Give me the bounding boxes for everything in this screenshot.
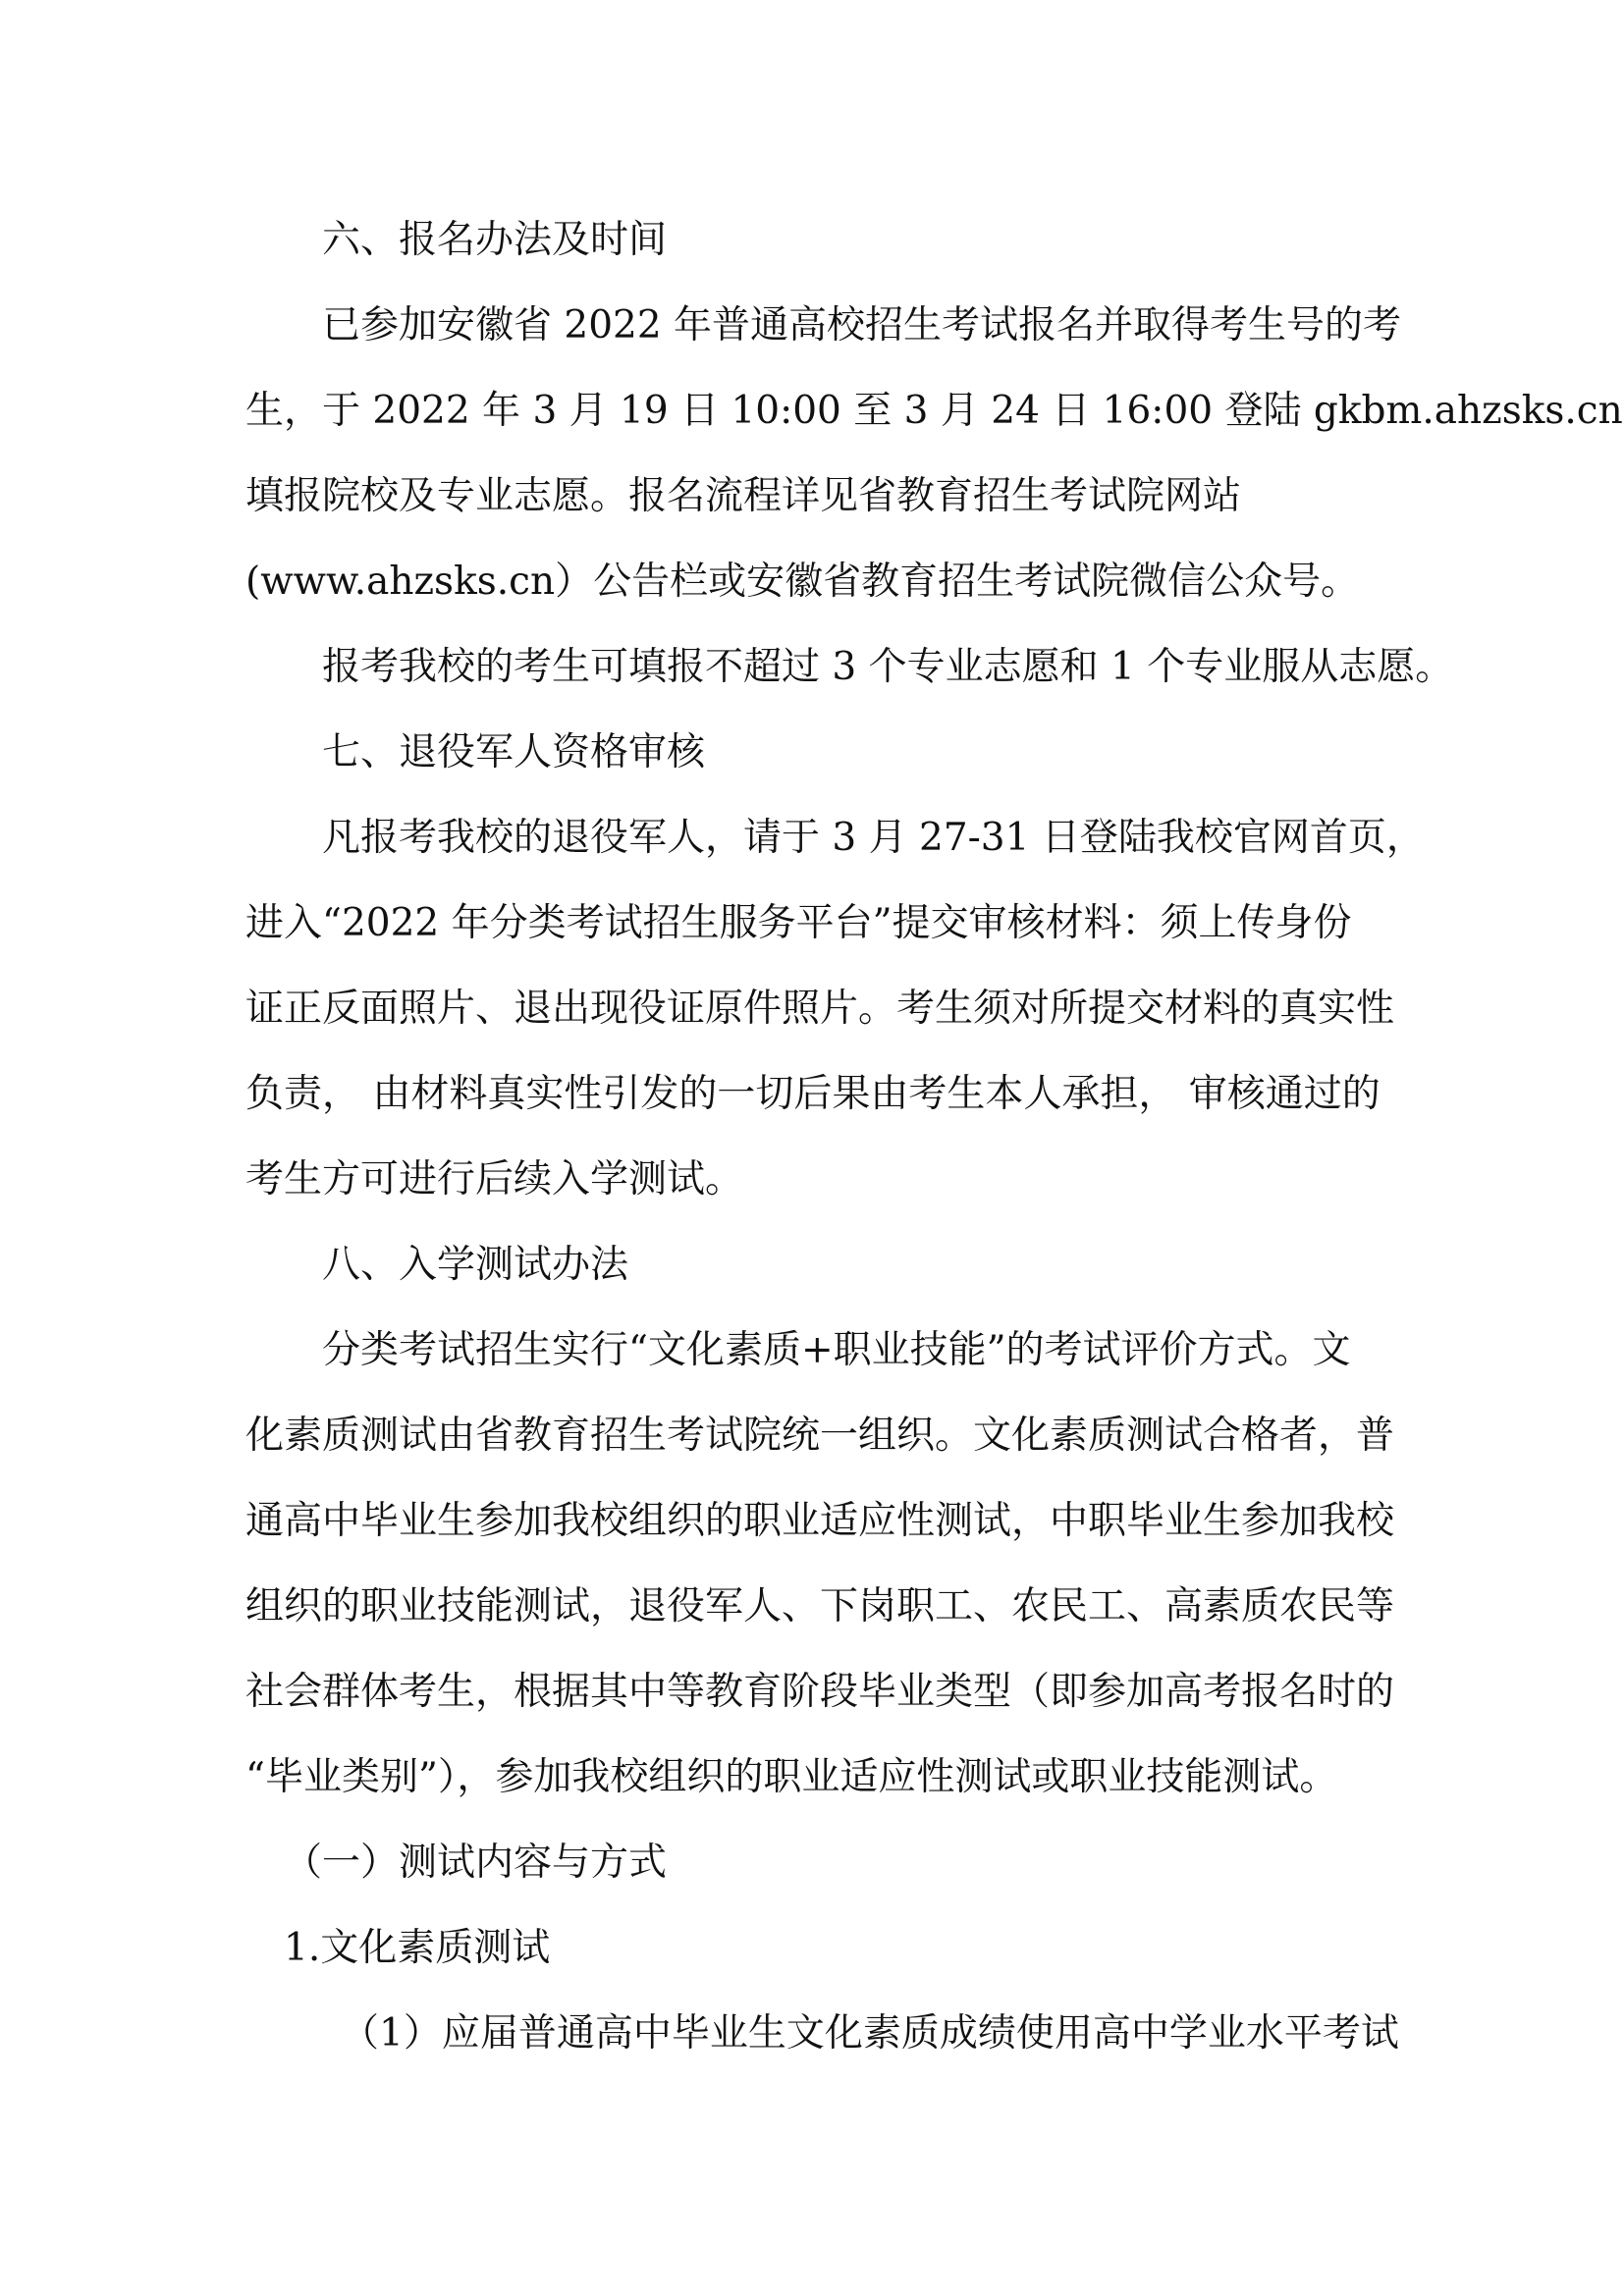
subheading-cultural-test: 1.文化素质测试 (284, 1926, 551, 1970)
paragraph-line: “毕业类别”），参加我校组织的职业适应性测试或职业技能测试。 (245, 1755, 1338, 1799)
section-heading-registration: 六、报名办法及时间 (322, 218, 668, 262)
paragraph-line: 报考我校的考生可填报不超过 3 个专业志愿和 1 个专业服从志愿。 (322, 645, 1454, 689)
paragraph-line: 已参加安徽省 2022 年普通高校招生考试报名并取得考生号的考 (322, 303, 1402, 347)
paragraph-line: 生，于 2022 年 3 月 19 日 10:00 至 3 月 24 日 16:00 登陆 gkbm.ahzsks.cn (245, 389, 1623, 433)
paragraph-line: (www.ahzsks.cn）公告栏或安徽省教育招生考试院微信公众号。 (245, 560, 1360, 604)
paragraph-line: 负责， 由材料真实性引发的一切后果由考生本人承担， 审核通过的 (245, 1072, 1380, 1116)
paragraph-line: 化素质测试由省教育招生考试院统一组织。文化素质测试合格者，普 (245, 1414, 1395, 1458)
paragraph-line: 通高中毕业生参加我校组织的职业适应性测试，中职毕业生参加我校 (245, 1499, 1395, 1543)
section-heading-admission-test: 八、入学测试办法 (322, 1243, 629, 1287)
document-body (245, 214, 1623, 2093)
paragraph-line: 社会群体考生，根据其中等教育阶段毕业类型（即参加高考报名时的 (245, 1670, 1395, 1714)
paragraph-line: 证正反面照片、退出现役证原件照片。考生须对所提交材料的真实性 (245, 987, 1395, 1031)
paragraph-line: （1）应届普通高中毕业生文化素质成绩使用高中学业水平考试 (341, 2011, 1399, 2056)
paragraph-line: 分类考试招生实行“文化素质+职业技能”的考试评价方式。文 (322, 1328, 1351, 1372)
paragraph-line: 考生方可进行后续入学测试。 (245, 1157, 744, 1201)
paragraph-line: 进入“2022 年分类考试招生服务平台”提交审核材料：须上传身份 (245, 901, 1352, 945)
paragraph-line: 填报院校及专业志愿。报名流程详见省教育招生考试院网站 (245, 474, 1242, 518)
paragraph-line: 凡报考我校的退役军人，请于 3 月 27-31 日登陆我校官网首页， (322, 816, 1425, 860)
section-heading-veteran-review: 七、退役军人资格审核 (322, 730, 706, 774)
paragraph-line: 组织的职业技能测试，退役军人、下岗职工、农民工、高素质农民等 (245, 1584, 1395, 1629)
subheading-test-content: （一）测试内容与方式 (284, 1841, 668, 1885)
